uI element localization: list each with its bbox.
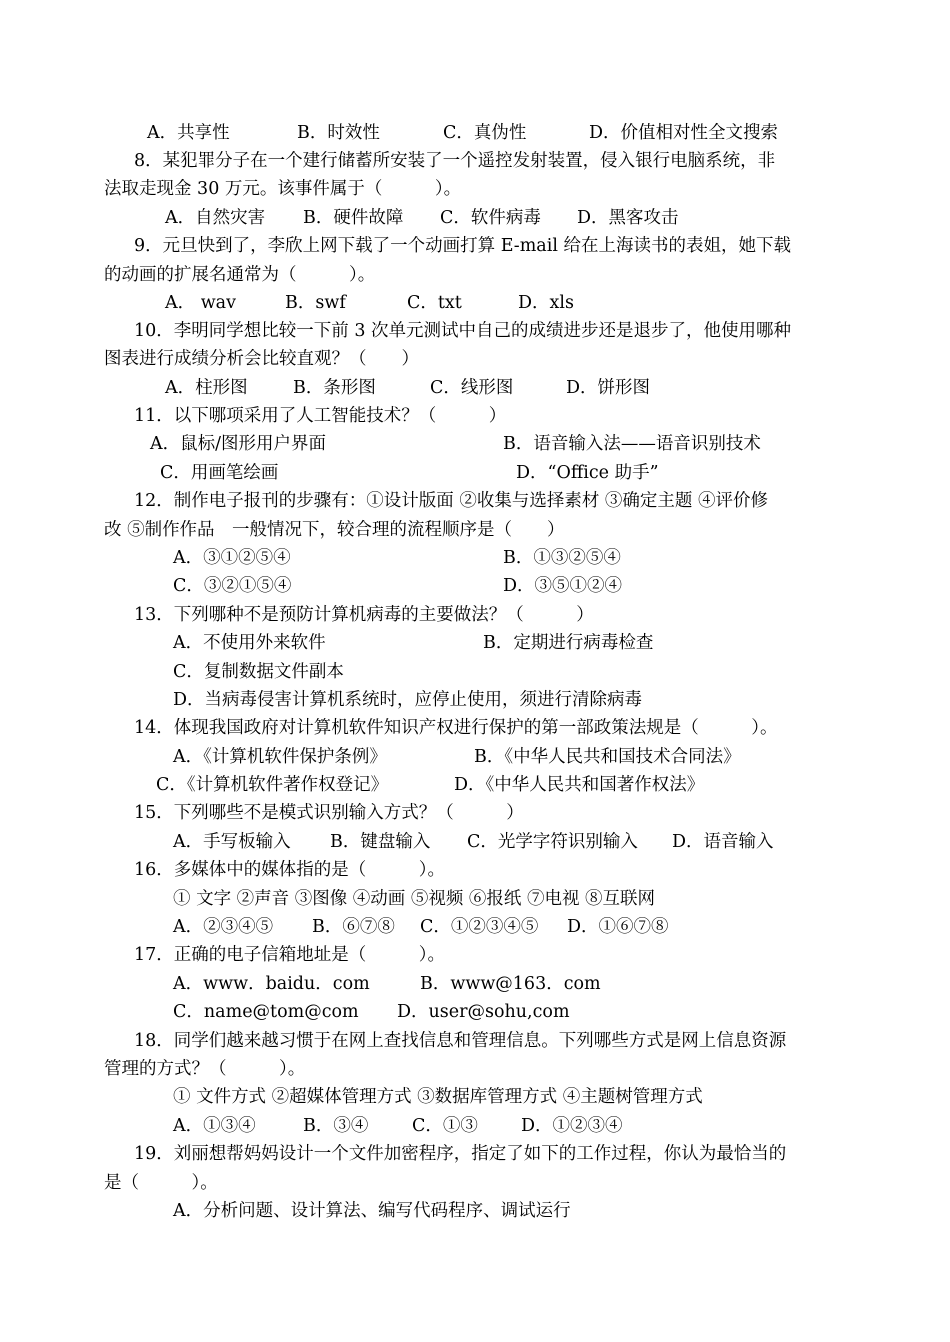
q14-option-d: D．《中华人民共和国著作权法》: [454, 775, 705, 795]
q16-items: ① 文字 ②声音 ③图像 ④动画 ⑤视频 ⑥报纸 ⑦电视 ⑧互联网: [173, 889, 655, 909]
q10-option-c: C．线形图: [430, 378, 514, 398]
q17-option-d: D．user@sohu,com: [397, 1002, 570, 1022]
q15-option-d: D．语音输入: [672, 832, 774, 852]
q8-option-c: C．软件病毒: [440, 208, 541, 228]
q19-option-a: A．分析问题、设计算法、编写代码程序、调试运行: [173, 1201, 571, 1221]
q9-option-c: C．txt: [407, 293, 462, 313]
q18-stem-line1: 18．同学们越来越习惯于在网上查找信息和管理信息。下列哪些方式是网上信息资源: [134, 1031, 787, 1051]
q17-option-c: C．name@tom@com: [173, 1002, 359, 1022]
q7-option-b: B．时效性: [297, 123, 380, 143]
q13-option-b: B．定期进行病毒检查: [483, 633, 654, 653]
q16-option-d: D．①⑥⑦⑧: [567, 917, 669, 937]
q7-option-a: A．共享性: [147, 123, 230, 143]
q17-option-b: B．www@163．com: [420, 974, 601, 994]
q7-option-c: C．真伪性: [443, 123, 527, 143]
q15-stem: 15．下列哪些不是模式识别输入方式？（ ）: [134, 803, 524, 823]
q11-option-b: B．语音输入法——语音识别技术: [503, 434, 761, 454]
q18-stem-line2: 管理的方式？（ ）。: [104, 1059, 306, 1079]
q9-stem-line2: 的动画的扩展名通常为（ ）。: [104, 265, 376, 285]
q19-stem-line2: 是（ ）。: [104, 1173, 218, 1193]
q8-stem-line1: 8．某犯罪分子在一个建行储蓄所安装了一个遥控发射装置，侵入银行电脑系统，非: [134, 151, 776, 171]
q19-stem-line1: 19．刘丽想帮妈妈设计一个文件加密程序，指定了如下的工作过程，你认为最恰当的: [134, 1144, 787, 1164]
q15-option-a: A．手写板输入: [173, 832, 291, 852]
q18-option-b: B．③④: [303, 1116, 369, 1136]
q13-option-d: D．当病毒侵害计算机系统时，应停止使用，须进行清除病毒: [173, 690, 643, 710]
q17-option-a: A．www．baidu．com: [173, 974, 370, 994]
q11-stem: 11．以下哪项采用了人工智能技术？（ ）: [134, 406, 507, 426]
q16-option-c: C．①②③④⑤: [420, 917, 539, 937]
q10-option-b: B．条形图: [293, 378, 376, 398]
q12-stem-line2: 改 ⑤制作作品 一般情况下，较合理的流程顺序是（ ）: [104, 520, 565, 540]
q18-items: ① 文件方式 ②超媒体管理方式 ③数据库管理方式 ④主题树管理方式: [173, 1087, 703, 1107]
q12-stem-line1: 12．制作电子报刊的步骤有：①设计版面 ②收集与选择素材 ③确定主题 ④评价修: [134, 491, 768, 511]
q13-option-a: A．不使用外来软件: [173, 633, 326, 653]
q16-option-a: A．②③④⑤: [173, 917, 274, 937]
q10-option-a: A．柱形图: [165, 378, 248, 398]
q14-option-c: C．《计算机软件著作权登记》: [156, 775, 389, 795]
q15-option-b: B．键盘输入: [330, 832, 431, 852]
q7-option-d: D．价值相对性全文搜索: [589, 123, 779, 143]
q8-option-a: A．自然灾害: [165, 208, 266, 228]
q16-option-b: B．⑥⑦⑧: [312, 917, 395, 937]
q11-option-c: C．用画笔绘画: [160, 463, 279, 483]
q14-option-b: B．《中华人民共和国技术合同法》: [474, 747, 741, 767]
q10-option-d: D．饼形图: [566, 378, 651, 398]
q18-option-d: D．①②③④: [521, 1116, 623, 1136]
q8-option-d: D．黑客攻击: [577, 208, 679, 228]
q13-stem: 13．下列哪种不是预防计算机病毒的主要做法？（ ）: [134, 605, 594, 625]
q12-option-d: D．③⑤①②④: [503, 576, 623, 596]
q9-option-a: A． wav: [165, 293, 236, 313]
q9-option-d: D．xls: [518, 293, 574, 313]
q11-option-a: A．鼠标/图形用户界面: [150, 434, 327, 454]
q12-option-b: B．①③②⑤④: [503, 548, 621, 568]
q16-stem: 16．多媒体中的媒体指的是（ ）。: [134, 860, 446, 880]
q8-stem-line2: 法取走现金 30 万元。该事件属于（ ）。: [104, 179, 462, 199]
q12-option-c: C．③②①⑤④: [173, 576, 292, 596]
q13-option-c: C．复制数据文件副本: [173, 662, 344, 682]
q14-option-a: A．《计算机软件保护条例》: [173, 747, 387, 767]
q18-option-a: A．①③④: [173, 1116, 256, 1136]
q15-option-c: C．光学字符识别输入: [467, 832, 638, 852]
q14-stem: 14．体现我国政府对计算机软件知识产权进行保护的第一部政策法规是（ ）。: [134, 718, 778, 738]
q9-option-b: B．swf: [285, 293, 346, 313]
q10-stem-line1: 10．李明同学想比较一下前 3 次单元测试中自己的成绩进步还是退步了，他使用哪种: [134, 321, 792, 341]
q9-stem-line1: 9．元旦快到了，李欣上网下载了一个动画打算 E-mail 给在上海读书的表姐，她下载: [134, 236, 791, 256]
q11-option-d: D．“Office 助手”: [516, 463, 659, 483]
q8-option-b: B．硬件故障: [303, 208, 404, 228]
q10-stem-line2: 图表进行成绩分析会比较直观？（ ）: [104, 349, 419, 369]
q18-option-c: C．①③: [412, 1116, 478, 1136]
q17-stem: 17．正确的电子信箱地址是（ ）。: [134, 945, 446, 965]
q12-option-a: A．③①②⑤④: [173, 548, 291, 568]
